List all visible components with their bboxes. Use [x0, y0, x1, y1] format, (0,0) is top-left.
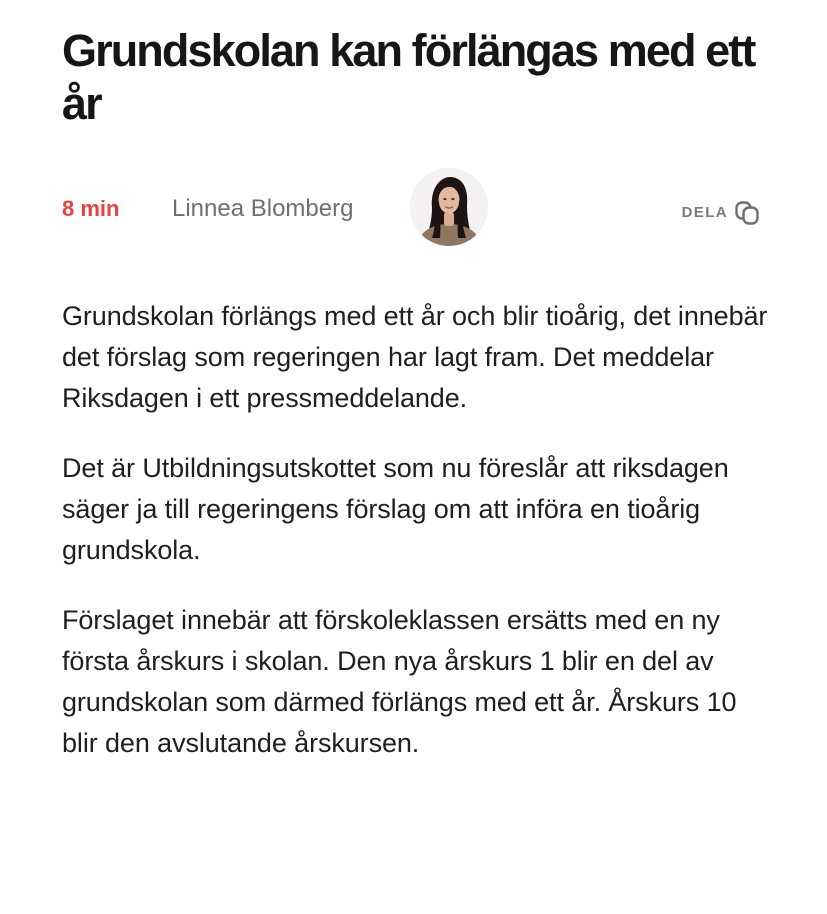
- article-paragraph: Det är Utbildningsutskottet som nu föreslår att riksdagen säger ja till regeringens förslag om att införa en tioårig grundskola.: [62, 453, 729, 565]
- author-avatar[interactable]: [410, 168, 488, 246]
- author-avatar-image: [410, 168, 488, 246]
- share-label: DELA: [681, 203, 728, 221]
- article-paragraph: Förslaget innebär att förskoleklassen ersätts med en ny första årskurs i skolan. Den nya årskurs 1 blir en del av grundskolan som därmed förlängs med ett år. Årskurs 10 blir den avslutande årskursen.: [62, 605, 737, 758]
- article-headline: Grundskolan kan förlängas med ett år: [62, 25, 755, 129]
- author-name[interactable]: Linnea Blomberg: [172, 195, 354, 222]
- article-body: [62, 296, 772, 793]
- article: [62, 0, 772, 758]
- article-paragraph: Grundskolan förlängs med ett år och blir tioårig, det innebär det förslag som regeringen har lagt fram. Det meddelar Riksdagen i ett pressmeddelande.: [62, 301, 768, 413]
- read-time: 8 min: [62, 196, 120, 221]
- share-button[interactable]: [682, 198, 760, 226]
- article-meta: [62, 168, 760, 250]
- copy-icon: [734, 199, 760, 225]
